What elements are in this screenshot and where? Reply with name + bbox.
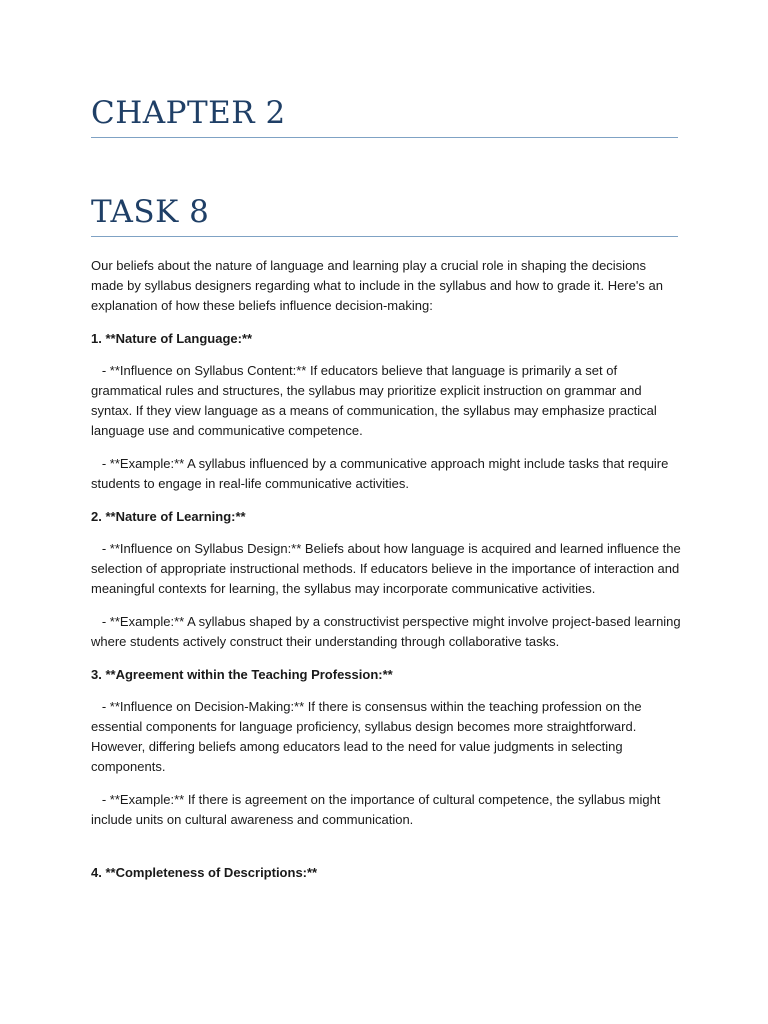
- intro-paragraph: Our beliefs about the nature of language and learning play a crucial role in shaping the decisions made by syllabus designers regarding what to include in the syllabus and how to grade it. Here's an explanation of how these beliefs influence decision-making:: [91, 258, 663, 313]
- section-heading: 3. **Agreement within the Teaching Profession:**: [91, 667, 393, 682]
- section-example: - **Example:** A syllabus influenced by a communicative approach might include tasks that require students to engage in real-life communicative activities.: [91, 456, 672, 491]
- section-influence: - **Influence on Syllabus Design:** Beliefs about how language is acquired and learned influence the selection of appropriate instructional methods. If educators believe in the importance of interaction and meaningful contexts for learning, the syllabus may incorporate communicative activities.: [91, 541, 685, 596]
- section-heading: 4. **Completeness of Descriptions:**: [91, 865, 318, 880]
- section-heading: 2. **Nature of Learning:**: [91, 509, 246, 524]
- section-influence: - **Influence on Decision-Making:** If there is consensus within the teaching profession on the essential components for language proficiency, syllabus design becomes more straightforward. However, differing beliefs among educators lead to the need for value judgments in selecting components.: [91, 699, 646, 774]
- document-body: [91, 256, 685, 895]
- chapter-rule: [91, 137, 678, 138]
- task-title: TASK 8: [91, 194, 210, 230]
- section-influence: - **Influence on Syllabus Content:** If educators believe that language is primarily a set of grammatical rules and structures, the syllabus may prioritize explicit instruction on grammar and syntax. If they view language as a means of communication, the syllabus may emphasize practical language use and communicative competence.: [91, 363, 661, 438]
- chapter-title: CHAPTER 2: [91, 95, 286, 131]
- task-rule: [91, 236, 678, 237]
- section-heading: 1. **Nature of Language:**: [91, 331, 253, 346]
- section-example: - **Example:** A syllabus shaped by a constructivist perspective might involve project-based learning where students actively construct their understanding through collaborative tasks.: [91, 614, 685, 649]
- section-example: - **Example:** If there is agreement on the importance of cultural competence, the syllabus might include units on cultural awareness and communication.: [91, 792, 665, 827]
